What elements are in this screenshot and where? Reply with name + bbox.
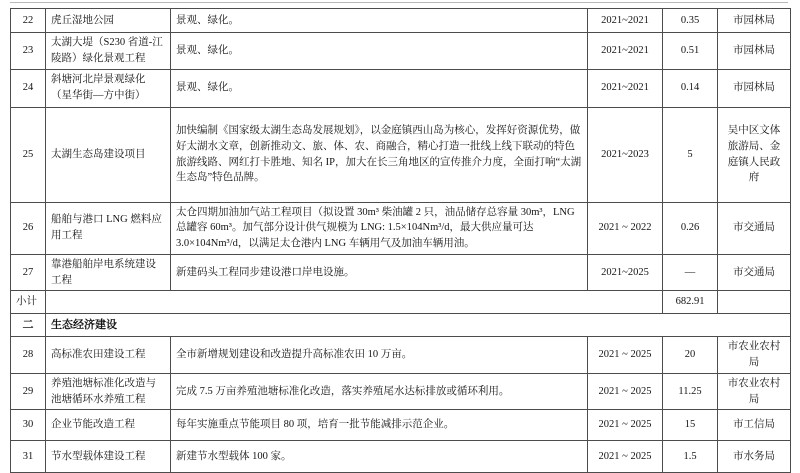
table-row bbox=[11, 9, 791, 33]
subtotal-label-cell: 小计 bbox=[11, 291, 46, 314]
project-years-cell: 2021~2021 bbox=[588, 33, 663, 70]
project-years-cell: 2021~2021 bbox=[588, 69, 663, 107]
project-dept-cell: 吴中区文体旅游局、金庭镇人民政府 bbox=[718, 107, 791, 202]
project-years-cell: 2021 ~ 2025 bbox=[588, 337, 663, 374]
project-plan-table bbox=[10, 8, 791, 473]
project-dept-cell: 市交通局 bbox=[718, 202, 791, 254]
section-header-row bbox=[11, 314, 791, 337]
project-amount-cell: 20 bbox=[663, 337, 718, 374]
row-index-cell: 29 bbox=[11, 373, 46, 410]
project-years-cell: 2021~2021 bbox=[588, 9, 663, 33]
subtotal-amount-cell: 682.91 bbox=[663, 291, 718, 314]
project-dept-cell: 市水务局 bbox=[718, 441, 791, 473]
table-row bbox=[11, 441, 791, 473]
project-amount-cell: 0.14 bbox=[663, 69, 718, 107]
project-amount-cell: 0.51 bbox=[663, 33, 718, 70]
project-name-cell: 企业节能改造工程 bbox=[46, 410, 171, 441]
row-index-cell: 26 bbox=[11, 202, 46, 254]
project-dept-cell: 市农业农村局 bbox=[718, 373, 791, 410]
table-row bbox=[11, 69, 791, 107]
project-name-cell: 太湖大堤（S230 省道-江陵路）绿化景观工程 bbox=[46, 33, 171, 70]
row-index-cell: 25 bbox=[11, 107, 46, 202]
table-row bbox=[11, 337, 791, 374]
project-desc-cell: 景观、绿化。 bbox=[171, 69, 588, 107]
table-row bbox=[11, 410, 791, 441]
empty-cell bbox=[46, 291, 663, 314]
project-years-cell: 2021 ~ 2022 bbox=[588, 202, 663, 254]
row-index-cell: 24 bbox=[11, 69, 46, 107]
project-years-cell: 2021 ~ 2025 bbox=[588, 410, 663, 441]
project-desc-cell: 完成 7.5 万亩养殖池塘标准化改造，落实养殖尾水达标排放或循环利用。 bbox=[171, 373, 588, 410]
table-row bbox=[11, 33, 791, 70]
project-amount-cell: 0.26 bbox=[663, 202, 718, 254]
project-amount-cell: 15 bbox=[663, 410, 718, 441]
project-years-cell: 2021 ~ 2025 bbox=[588, 441, 663, 473]
project-amount-cell: 0.35 bbox=[663, 9, 718, 33]
row-index-cell: 23 bbox=[11, 33, 46, 70]
table-top-partial-border bbox=[10, 2, 788, 3]
project-amount-cell: 5 bbox=[663, 107, 718, 202]
project-name-cell: 虎丘湿地公园 bbox=[46, 9, 171, 33]
empty-cell bbox=[718, 291, 791, 314]
project-desc-cell: 景观、绿化。 bbox=[171, 33, 588, 70]
row-index-cell: 27 bbox=[11, 254, 46, 291]
project-dept-cell: 市园林局 bbox=[718, 69, 791, 107]
project-dept-cell: 市工信局 bbox=[718, 410, 791, 441]
section-title-cell: 生态经济建设 bbox=[46, 314, 791, 337]
project-amount-cell: — bbox=[663, 254, 718, 291]
project-dept-cell: 市交通局 bbox=[718, 254, 791, 291]
project-amount-cell: 11.25 bbox=[663, 373, 718, 410]
project-name-cell: 太湖生态岛建设项目 bbox=[46, 107, 171, 202]
project-dept-cell: 市园林局 bbox=[718, 9, 791, 33]
project-dept-cell: 市农业农村局 bbox=[718, 337, 791, 374]
row-index-cell: 28 bbox=[11, 337, 46, 374]
project-name-cell: 高标准农田建设工程 bbox=[46, 337, 171, 374]
subtotal-row bbox=[11, 291, 791, 314]
project-desc-cell: 新建节水型载体 100 家。 bbox=[171, 441, 588, 473]
project-name-cell: 养殖池塘标准化改造与池塘循环水养殖工程 bbox=[46, 373, 171, 410]
project-years-cell: 2021~2025 bbox=[588, 254, 663, 291]
row-index-cell: 22 bbox=[11, 9, 46, 33]
table-row bbox=[11, 254, 791, 291]
project-desc-cell: 景观、绿化。 bbox=[171, 9, 588, 33]
row-index-cell: 30 bbox=[11, 410, 46, 441]
project-name-cell: 节水型载体建设工程 bbox=[46, 441, 171, 473]
project-desc-cell: 每年实施重点节能项目 80 项，培育一批节能减排示范企业。 bbox=[171, 410, 588, 441]
project-name-cell: 船舶与港口 LNG 燃料应用工程 bbox=[46, 202, 171, 254]
project-years-cell: 2021 ~ 2025 bbox=[588, 373, 663, 410]
project-name-cell: 靠港船舶岸电系统建设工程 bbox=[46, 254, 171, 291]
project-desc-cell: 新建码头工程同步建设港口岸电设施。 bbox=[171, 254, 588, 291]
project-desc-cell: 全市新增规划建设和改造提升高标准农田 10 万亩。 bbox=[171, 337, 588, 374]
row-index-cell: 31 bbox=[11, 441, 46, 473]
project-dept-cell: 市园林局 bbox=[718, 33, 791, 70]
project-years-cell: 2021~2023 bbox=[588, 107, 663, 202]
table-row bbox=[11, 373, 791, 410]
project-desc-cell: 加快编制《国家级太湖生态岛发展规划》，以金庭镇西山岛为核心，发挥好资源优势，做好太湖水文章，创新推动文、旅、体、农、商融合，精心打造一批线上线下联动的特色旅游线路、网红打卡胜地、知名 IP，加大在长三角地区的宣传推介力度，全面打响“太湖生态岛”特色品牌。 bbox=[171, 107, 588, 202]
table-row bbox=[11, 202, 791, 254]
project-name-cell: 斜塘河北岸景观绿化（星华街—方中街） bbox=[46, 69, 171, 107]
section-number-cell: 二 bbox=[11, 314, 46, 337]
project-desc-cell: 太仓四期加油加气站工程项目（拟设置 30m³ 柴油罐 2 只，油品储存总容量 30m³，LNG 总罐容 60m³。加气部分设计供气规模为 LNG: 1.5×104Nm³/d，最大供应量可达 3.0×104Nm³/d，以满足太仓港内 LNG 车辆用气及加油车辆用油。 bbox=[171, 202, 588, 254]
table-row bbox=[11, 107, 791, 202]
project-amount-cell: 1.5 bbox=[663, 441, 718, 473]
